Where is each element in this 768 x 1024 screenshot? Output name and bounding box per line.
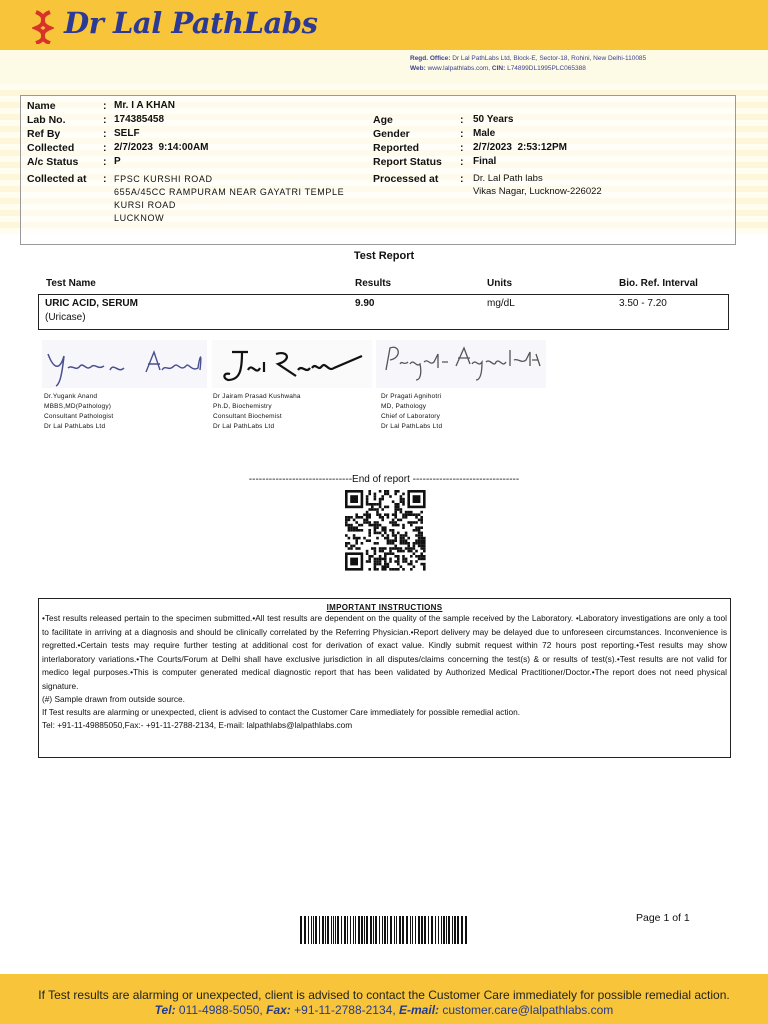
registered-office: Regd. Office: Dr Lal PathLabs Ltd, Block-E, Sector-18, Rohini, New Delhi-110085 Web: www.lalpathlabs.com, CIN: L74899DL1995PLC065388 <box>410 55 647 72</box>
page-number: Page 1 of 1 <box>636 912 690 924</box>
instructions-note: (#) Sample drawn from outside source. <box>42 694 185 704</box>
col-header-results: Results <box>355 278 392 289</box>
test-result: 9.90 <box>355 298 375 309</box>
processed-at-line: Vikas Nagar, Lucknow-226022 <box>473 186 602 197</box>
test-ref-interval: 3.50 - 7.20 <box>619 298 667 309</box>
gender-label: Gender <box>373 128 410 140</box>
col-header-ref-interval: Bio. Ref. Interval <box>619 278 698 289</box>
instructions-contact: Tel: +91-11-49885050,Fax:- +91-11-2788-2134, E-mail: lalpathlabs@lalpathlabs.com <box>42 720 353 730</box>
brand-name: Dr Lal PathLabs <box>64 6 318 40</box>
instructions-title: IMPORTANT INSTRUCTIONS <box>326 603 443 612</box>
lab-no-value: 174385458 <box>114 114 165 125</box>
collected-at-line: KURSI ROAD <box>114 200 177 210</box>
ref-by-value: SELF <box>114 128 140 139</box>
gender-value: Male <box>473 128 496 139</box>
processed-at-line: Dr. Lal Path labs <box>473 173 543 184</box>
signatory: Dr Pragati Agnihotri MD, Pathology Chief of Laboratory Dr Lal PathLabs Ltd <box>381 393 443 430</box>
ref-by-label: Ref By <box>27 128 61 140</box>
important-instructions <box>38 598 731 758</box>
col-header-test-name: Test Name <box>46 278 96 289</box>
test-method: (Uricase) <box>45 312 86 323</box>
test-name: URIC ACID, SERUM <box>45 298 138 309</box>
collected-at-line: 655A/45CC RAMPURAM NEAR GAYATRI TEMPLE <box>114 187 345 197</box>
age-value: 50 Years <box>473 114 514 125</box>
ac-status-label: A/c Status <box>27 156 79 168</box>
collected-at-line: LUCKNOW <box>114 213 165 223</box>
name-label: Name <box>27 100 56 112</box>
dna-logo-icon <box>32 10 54 44</box>
collected-value: 2/7/2023 9:14:00AM <box>114 142 209 153</box>
test-unit: mg/dL <box>487 298 515 309</box>
footer <box>0 974 768 1024</box>
instructions-note: If Test results are alarming or unexpected, client is advised to contact the Customer Care immediately for possible remedial action. <box>42 707 521 717</box>
processed-at-label: Processed at <box>373 173 439 185</box>
col-header-units: Units <box>487 278 512 289</box>
report-title: Test Report <box>353 250 415 262</box>
lab-no-label: Lab No. <box>27 114 66 126</box>
age-label: Age <box>373 114 393 126</box>
signature-image <box>212 340 372 388</box>
barcode-icon <box>300 916 468 944</box>
report-status-label: Report Status <box>373 156 442 168</box>
end-of-report: -------------------------------End of report -------------------------------- <box>248 474 520 485</box>
collected-at-line: FPSC KURSHI ROAD <box>114 174 213 184</box>
signature-image <box>42 340 207 388</box>
ac-status-value: P <box>114 156 121 167</box>
collected-at-label: Collected at <box>27 173 87 185</box>
collected-label: Collected <box>27 142 75 154</box>
signatory: Dr.Yugank Anand MBBS,MD(Pathology) Consultant Pathologist Dr Lal PathLabs Ltd <box>44 393 114 430</box>
reported-value: 2/7/2023 2:53:12PM <box>473 142 567 153</box>
result-row <box>38 294 729 330</box>
reported-label: Reported <box>373 142 420 154</box>
signatory: Dr Jairam Prasad Kushwaha Ph.D, Biochemistry Consultant Biochemist Dr Lal PathLabs Ltd <box>213 393 301 430</box>
report-status-value: Final <box>473 156 497 167</box>
qr-code-icon <box>345 490 431 572</box>
name-value: Mr. I A KHAN <box>114 100 175 111</box>
signature-image <box>376 340 546 388</box>
footer-notice: If Test results are alarming or unexpected, client is advised to contact the Customer Care immediately for possible remedial action. <box>38 988 730 1002</box>
report-header <box>0 0 768 84</box>
patient-info-box: Name : Mr. I A KHAN Lab No. : 174385458 Ref By : SELF Collected : 2/7/2023 9:14:00AM A/c Status : P Collected at : FPSC KURSHI ROAD 655A/45CC RAMPURAM NEAR GAYATRI TEMPLE KURSI ROAD LUCKNOW Age : 50 Years Gender : Male Reported : 2/7/2023 2:53:12PM Report Status : Final Processed at : Dr. Lal Path labs Vikas Nagar, Lucknow-226022 <box>20 95 736 245</box>
instructions-body: •Test results released pertain to the specimen submitted.•All test results are dependent on the quality of the sample received by the Laboratory. •Laboratory investigations are only a tool to facilitate in arriving at a diagnosis and should be clinically correlated by the Referring Physician.•Report delivery may be delayed due to unforeseen circumstances. Inconvenience is regretted.•Certain tests may require further testing at additional cost for derivation of exact value. Kindly submit request within 72 hours post reporting.•Test results may show interlaboratory variations.•The Courts/Forum at Delhi shall have exclusive jurisdiction in all disputes/claims concerning the test(s) & or results of test(s).•Test results are not valid for medico legal purposes.•This is computer generated medical diagnostic report that has been validated by Authorized Medical Practitioner/Doctor.•The report does not need physical signature. <box>42 613 727 691</box>
footer-contact: Tel: 011-4988-5050, Fax: +91-11-2788-2134, E-mail: customer.care@lalpathlabs.com <box>154 1003 614 1017</box>
